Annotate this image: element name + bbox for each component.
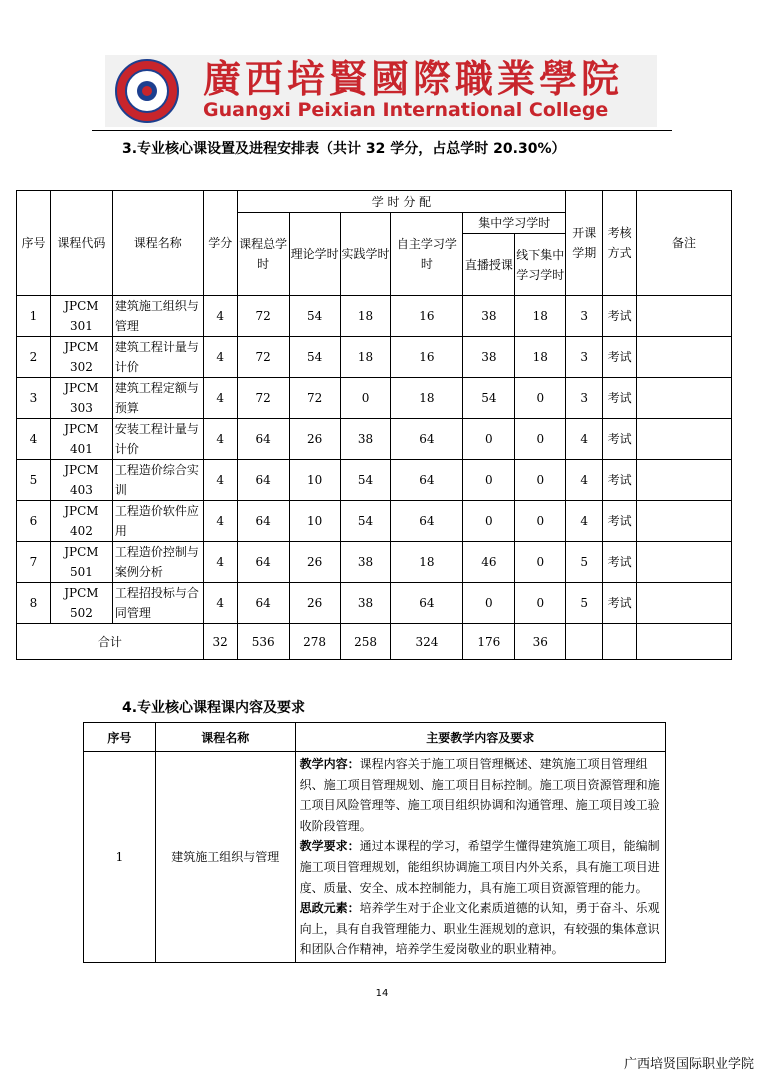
table-cell: 4: [566, 460, 603, 501]
table-cell: 5: [566, 542, 603, 583]
table-cell: 64: [237, 419, 289, 460]
table-cell: JPCM 401: [50, 419, 112, 460]
page-number: 14: [375, 988, 389, 999]
table-cell: 4: [203, 501, 237, 542]
table-cell: 16: [391, 337, 463, 378]
table-cell: [637, 460, 732, 501]
table-cell: 4: [203, 296, 237, 337]
table-cell: 18: [515, 296, 566, 337]
table-cell: 4: [203, 337, 237, 378]
college-logo-icon: [115, 59, 179, 123]
table-cell: [637, 419, 732, 460]
table-cell: 0: [515, 460, 566, 501]
th-assessment: 考核方式: [603, 191, 637, 296]
th-seq: 序号: [17, 191, 51, 296]
table-cell: 64: [237, 460, 289, 501]
table-cell: 考试: [603, 501, 637, 542]
table-cell: 考试: [603, 337, 637, 378]
table-cell: 26: [289, 542, 340, 583]
table-cell: 建筑工程定额与预算: [112, 378, 203, 419]
th-offline: 线下集中学习学时: [515, 234, 566, 296]
table-cell: 4: [566, 501, 603, 542]
total-row: [17, 624, 732, 660]
table-cell: 0: [340, 378, 391, 419]
th-content: 主要教学内容及要求: [295, 723, 665, 752]
table-cell: 18: [340, 337, 391, 378]
table-cell: 18: [515, 337, 566, 378]
table-cell: 46: [463, 542, 515, 583]
table-cell: 26: [289, 419, 340, 460]
table-cell: 72: [237, 378, 289, 419]
th-semester: 开课学期: [566, 191, 603, 296]
table-cell: 18: [391, 378, 463, 419]
table-cell: 1: [84, 752, 156, 963]
table-cell: 合计: [17, 624, 204, 660]
table-cell: 64: [237, 583, 289, 624]
table-cell: JPCM 402: [50, 501, 112, 542]
table-cell: 5: [566, 583, 603, 624]
table-cell: JPCM 403: [50, 460, 112, 501]
table-cell: 54: [289, 337, 340, 378]
table-cell: 54: [463, 378, 515, 419]
table-row: [17, 296, 732, 337]
core-course-schedule-table: [16, 190, 732, 660]
header-banner: [105, 55, 657, 127]
table-cell: 4: [203, 460, 237, 501]
table-cell: 278: [289, 624, 340, 660]
table-cell: [566, 624, 603, 660]
table-row: [17, 583, 732, 624]
table-cell: 考试: [603, 583, 637, 624]
table-cell: 4: [203, 378, 237, 419]
table-cell: 建筑工程计量与计价: [112, 337, 203, 378]
table-cell: 38: [463, 296, 515, 337]
table-cell: 0: [463, 501, 515, 542]
table-cell: 建筑施工组织与管理: [112, 296, 203, 337]
table-cell: 工程造价软件应用: [112, 501, 203, 542]
table-cell: JPCM 302: [50, 337, 112, 378]
table-row: [17, 378, 732, 419]
table-cell: 1: [17, 296, 51, 337]
th-total-hours: 课程总学时: [237, 213, 289, 296]
table-cell: 176: [463, 624, 515, 660]
header-divider: [92, 130, 672, 131]
table-cell: [637, 542, 732, 583]
table-cell: 10: [289, 460, 340, 501]
table-cell: 考试: [603, 460, 637, 501]
college-name-cn: 廣西培賢國際職業學院: [203, 56, 624, 101]
th-practice: 实践学时: [340, 213, 391, 296]
table-cell: 64: [391, 501, 463, 542]
table-cell: 72: [237, 296, 289, 337]
table-cell: [637, 296, 732, 337]
section4-title: 4.专业核心课程课内容及要求: [122, 700, 306, 716]
table-cell: 考试: [603, 296, 637, 337]
footer-college-name: 广西培贤国际职业学院: [623, 1057, 754, 1072]
table-cell: JPCM 303: [50, 378, 112, 419]
section3-title: 3.专业核心课设置及进程安排表（共计 32 学分，占总学时 20.30%）: [122, 141, 566, 157]
table-cell: 18: [340, 296, 391, 337]
table-cell: 安装工程计量与计价: [112, 419, 203, 460]
table-cell: [637, 337, 732, 378]
table-cell: 38: [340, 542, 391, 583]
table-cell: JPCM 502: [50, 583, 112, 624]
table-cell: 10: [289, 501, 340, 542]
th-seq: 序号: [84, 723, 156, 752]
table-cell: 0: [515, 583, 566, 624]
core-course-content-table: [83, 722, 666, 963]
table-cell: 4: [203, 419, 237, 460]
table-row: [17, 460, 732, 501]
table-cell: [603, 624, 637, 660]
table-row: [17, 501, 732, 542]
table-cell: 54: [340, 501, 391, 542]
table-cell: 32: [203, 624, 237, 660]
table-cell: 3: [566, 378, 603, 419]
table-cell: 4: [203, 583, 237, 624]
table-cell: [637, 583, 732, 624]
table-cell: 2: [17, 337, 51, 378]
table-cell: 工程造价控制与案例分析: [112, 542, 203, 583]
table-cell: 536: [237, 624, 289, 660]
table-row: [84, 752, 666, 963]
table-cell: 64: [237, 501, 289, 542]
table-cell: 54: [340, 460, 391, 501]
table-cell: 16: [391, 296, 463, 337]
table-cell: 3: [566, 296, 603, 337]
table-cell: JPCM 501: [50, 542, 112, 583]
table-cell: 教学内容：课程内容关于施工项目管理概述、建筑施工项目管理组织、施工项目管理规划、施工项目目标控制。施工项目资源管理和施工项目风险管理等、施工项目组织协调和沟通管理、施工项目竣工验收阶段管理。 教学要求：通过本课程的学习，希望学生懂得建筑施工项目，能编制施工项目管理规划，能组织协调施工项目内外关系，具有施工项目进度、质量、安全、成本控制能力，具有施工项目资源管理的能力。 思政元素：培养学生对于企业文化素质道德的认知，勇于奋斗、乐观向上，具有自我管理能力、职业生涯规划的意识，有较强的集体意识和团队合作精神，培养学生爱岗敬业的职业精神。: [295, 752, 665, 963]
table-cell: 建筑施工组织与管理: [155, 752, 295, 963]
th-hours-group: 学 时 分 配: [237, 191, 566, 213]
table-cell: 考试: [603, 542, 637, 583]
table-cell: 3: [566, 337, 603, 378]
table-cell: 64: [391, 419, 463, 460]
th-self-study: 自主学习学时: [391, 213, 463, 296]
table-cell: 考试: [603, 419, 637, 460]
table-cell: 0: [463, 460, 515, 501]
table-cell: 18: [391, 542, 463, 583]
th-name: 课程名称: [155, 723, 295, 752]
th-code: 课程代码: [50, 191, 112, 296]
table-cell: 6: [17, 501, 51, 542]
table-cell: 36: [515, 624, 566, 660]
table-cell: [637, 501, 732, 542]
table-cell: 64: [391, 460, 463, 501]
table-cell: 工程造价综合实训: [112, 460, 203, 501]
th-remark: 备注: [637, 191, 732, 296]
table-cell: [637, 378, 732, 419]
table-cell: 0: [515, 501, 566, 542]
table-cell: 72: [289, 378, 340, 419]
table-cell: 0: [515, 378, 566, 419]
th-credit: 学分: [203, 191, 237, 296]
table-cell: 324: [391, 624, 463, 660]
table-cell: 3: [17, 378, 51, 419]
table-cell: 64: [237, 542, 289, 583]
table-cell: JPCM 301: [50, 296, 112, 337]
table-row: [17, 337, 732, 378]
table-cell: 5: [17, 460, 51, 501]
th-theory: 理论学时: [289, 213, 340, 296]
table-cell: 258: [340, 624, 391, 660]
table-cell: 64: [391, 583, 463, 624]
table-cell: 4: [17, 419, 51, 460]
table-cell: 0: [515, 542, 566, 583]
table-cell: 0: [463, 419, 515, 460]
table-cell: 工程招投标与合同管理: [112, 583, 203, 624]
table-cell: 54: [289, 296, 340, 337]
table-cell: 7: [17, 542, 51, 583]
table-cell: 8: [17, 583, 51, 624]
table-cell: 0: [463, 583, 515, 624]
table-cell: 72: [237, 337, 289, 378]
table-cell: 考试: [603, 378, 637, 419]
table-cell: 38: [340, 419, 391, 460]
table-cell: 4: [203, 542, 237, 583]
table-row: [17, 419, 732, 460]
college-name-en: Guangxi Peixian International College: [203, 99, 609, 121]
th-live: 直播授课: [463, 234, 515, 296]
table-cell: [637, 624, 732, 660]
table-cell: 0: [515, 419, 566, 460]
table-row: [17, 542, 732, 583]
table-cell: 4: [566, 419, 603, 460]
table-cell: 38: [340, 583, 391, 624]
table-cell: 26: [289, 583, 340, 624]
table-cell: 38: [463, 337, 515, 378]
th-concentrated: 集中学习学时: [463, 213, 566, 234]
th-name: 课程名称: [112, 191, 203, 296]
